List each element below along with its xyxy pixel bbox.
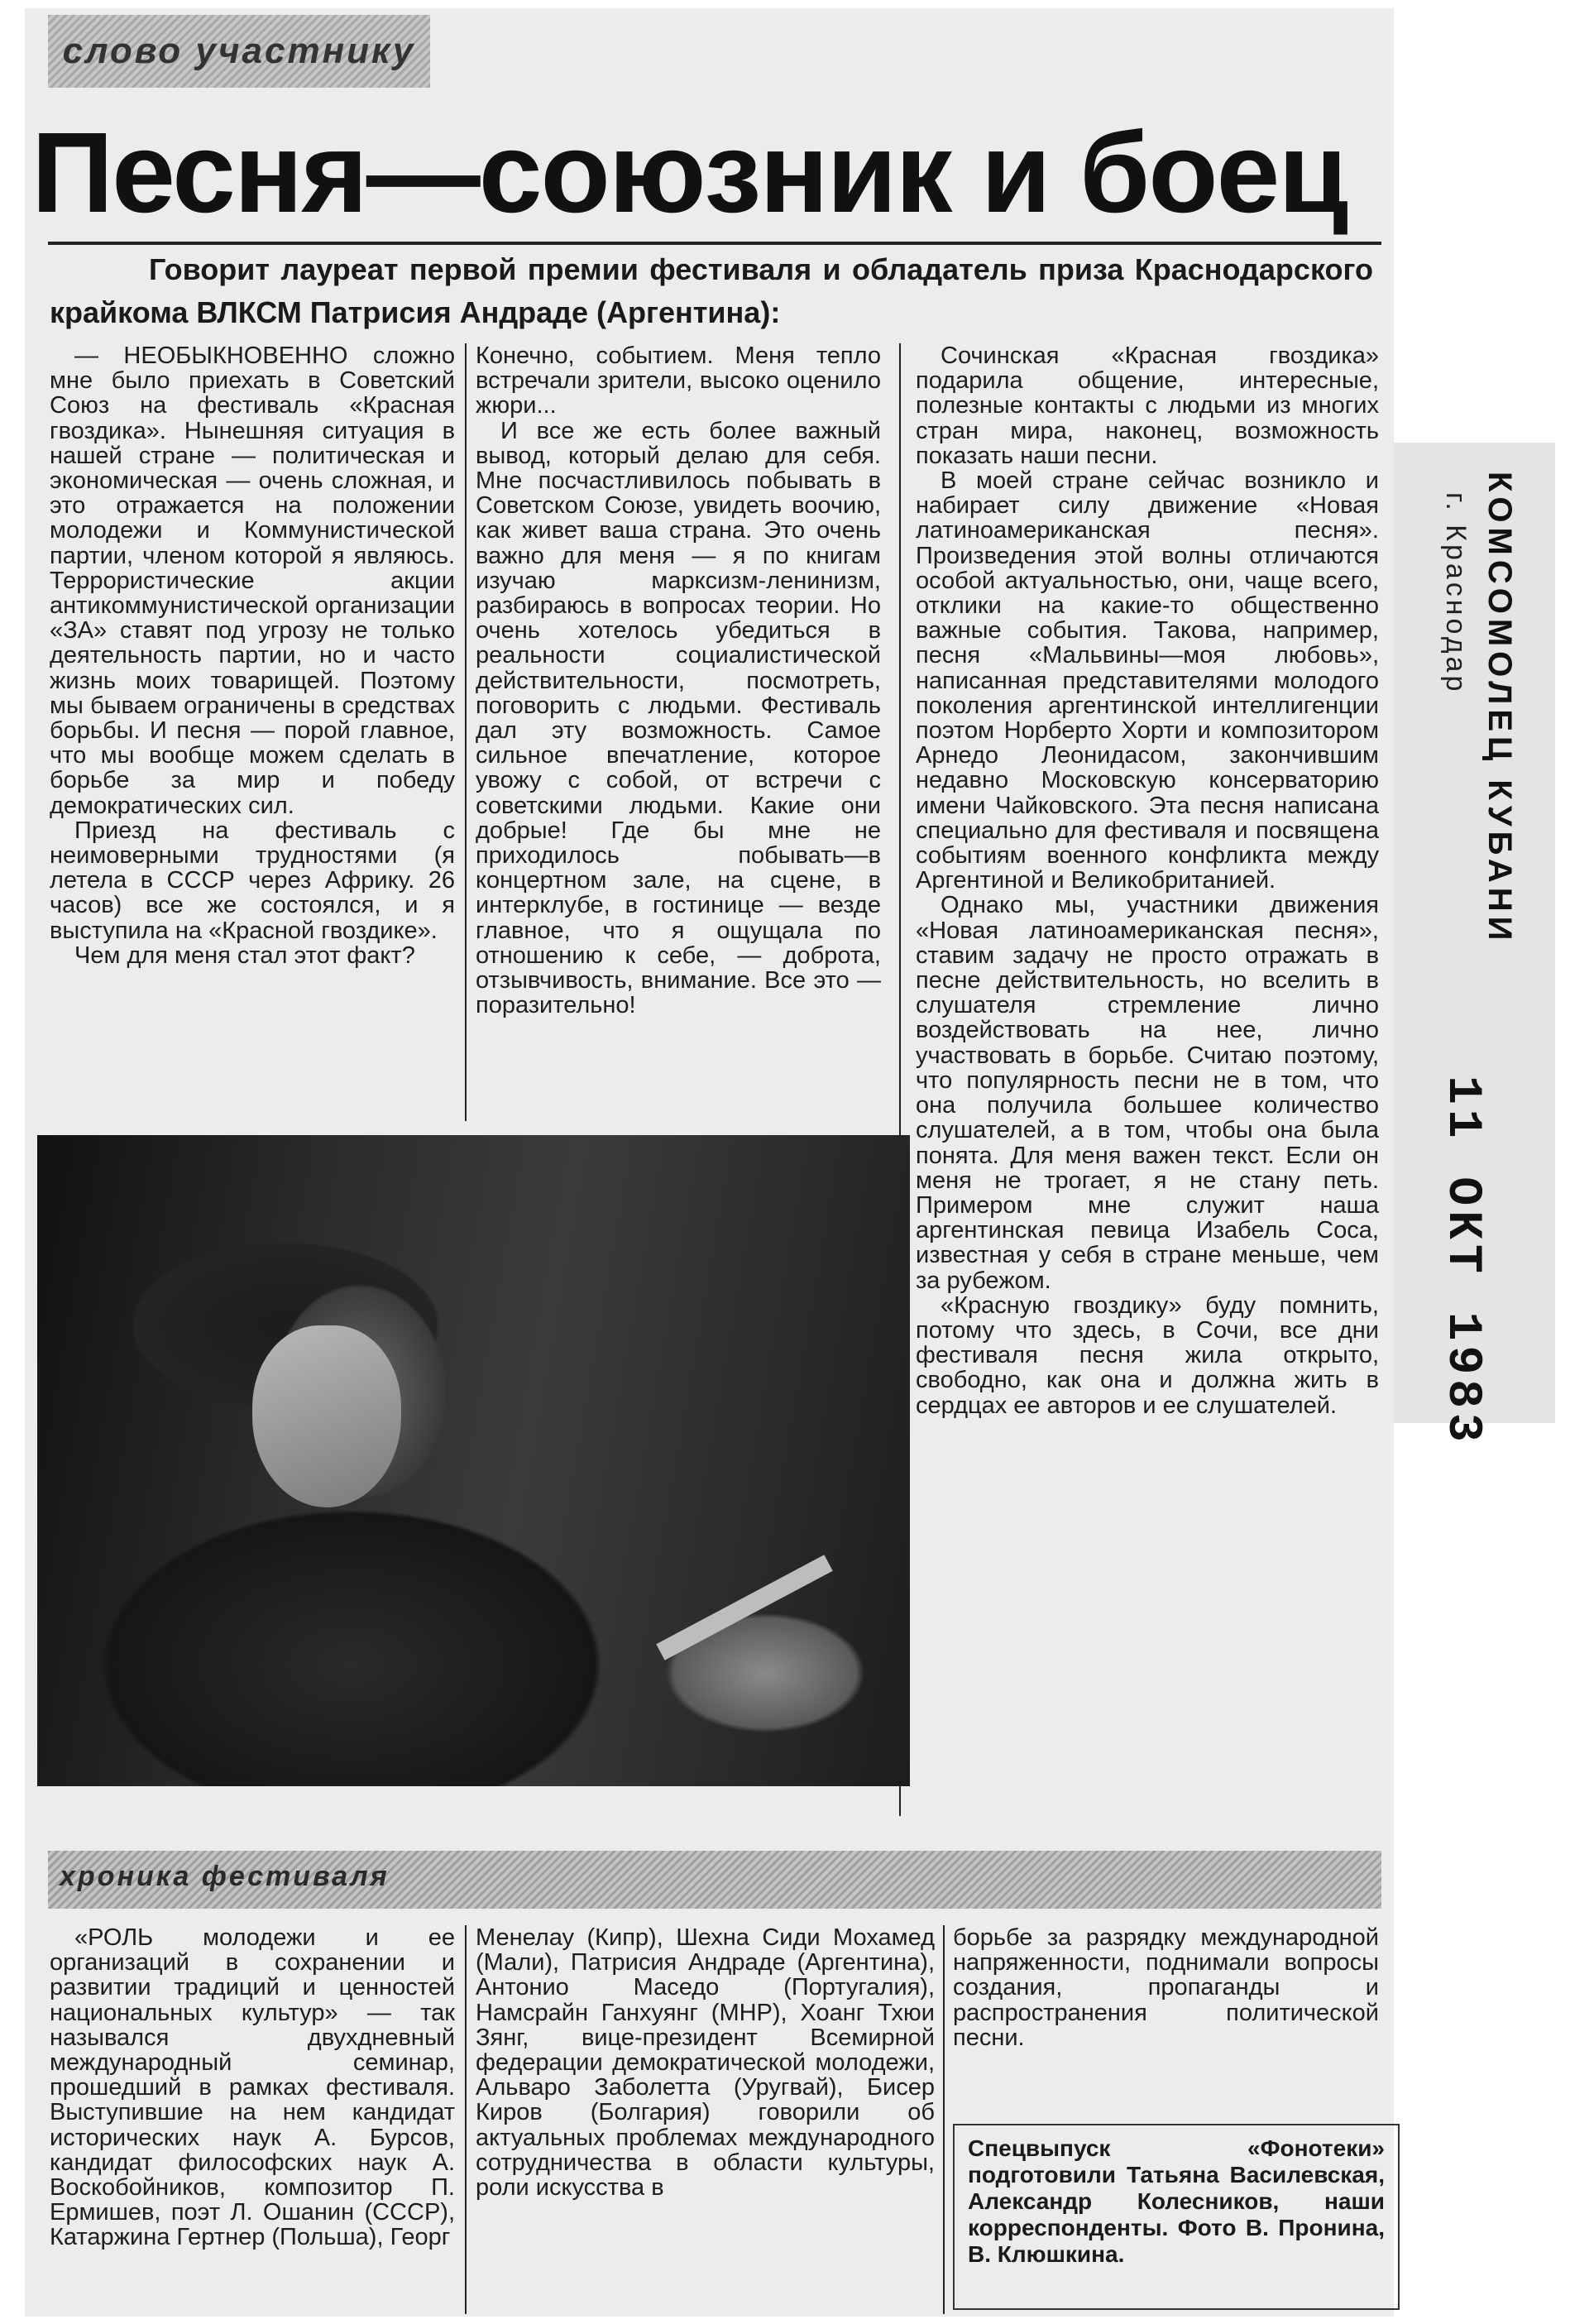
paragraph: Сочинская «Красная гвоздика» подарила общение, интересные, полезные контакты с людьми из многих стран мира, наконец, возможность показать наши песни. (916, 343, 1379, 469)
paragraph: Менелау (Кипр), Шехна Сиди Мохамед (Мали), Патрисия Андраде (Аргентина), Антонио Маседо (Португалия), Намсрайн Ганхуянг (МНР), Хоанг Тхюи Зянг, вице-президент Всемирной федерации демократической молодежи, Альваро Заболетта (Уругвай), Бисер Киров (Болгария) говорили об актуальных проблемах международного сотрудничества в области культуры, роли искусства в (476, 1924, 935, 2202)
column-divider (943, 1925, 945, 2314)
paragraph: В моей стране сейчас возникло и набирает силу движение «Новая латиноамериканская песня». Произведения этой волны отличаются особой актуальностью, они, чаще всего, отклики на какие-то общественно важные события. Такова, например, песня «Мальвины—моя любовь», написанная представителями молодого поколения аргентинской интеллигенции поэтом Норберто Хорти и композитором Арнедо Леонидасом, закончившим недавно Московскую консерваторию имени Чайковского. Эта песня написана специально для фестиваля и посвящена событиям военного конфликта между Аргентиной и Великобританией. (916, 467, 1379, 894)
chronicle-column-2 (476, 1925, 935, 2200)
paragraph: «РОЛЬ молодежи и ее организаций в сохранении и развитии традиций и ценностей национальных культур» — так назывался двухдневный международный семинар, прошедший в рамках фестиваля. Выступившие на нем кандидат исторических наук А. Бурсов, кандидат философских наук А. Воскобойников, композитор П. Ермишев, поэт Л. Ошанин (СССР), Катаржина Гертнер (Польша), Георг (50, 1924, 455, 2251)
guitar-neck (656, 1555, 832, 1660)
paragraph: Чем для меня стал этот факт? (74, 942, 415, 969)
paragraph: Однако мы, участники движения «Новая латиноамериканская песня», ставим задачу не просто отражать в песне действительность, но вселить в слушателя стремление лично воздействовать на нее, лично участвовать в борьбе. Считаю поэтому, что популярность песни не в том, что она получила большее количество слушателей, а в том, чтобы она была понята. Для меня важен текст. Если он меня не трогает, я не стану петь. Примером мне служит наша аргентинская певица Изабель Соса, известная у себя в стране меньше, чем за рубежом. (916, 892, 1379, 1294)
date-stamp: 11 ОКТ 1983 (1435, 1076, 1489, 1447)
column-divider (465, 1925, 467, 2314)
paragraph: Приезд на фестиваль с неимоверными трудностями (я летела в СССР через Африку. 26 часов) все же состоялся, и я выступила на «Красной гвоздике». (50, 817, 455, 944)
article-headline: Песня—союзник и боец (31, 109, 1347, 237)
article-column-2 (476, 343, 881, 1018)
article-column-3 (916, 343, 1379, 1418)
paragraph: Конечно, событием. Меня тепло встречали зрители, высоко оценило жюри... (476, 343, 881, 419)
article-lead: Говорит лауреат первой премии фестиваля и обладатель приза Краснодарского крайкома ВЛКСМ Патрисия Андраде (Аргентина): (50, 252, 1373, 330)
chronicle-column-1 (50, 1925, 455, 2250)
singer-face (252, 1325, 401, 1507)
chronicle-heading: хроника фестиваля (60, 1861, 390, 1892)
chronicle-column-3 (953, 1925, 1379, 2050)
article-column-1 (50, 343, 455, 968)
credits-box: Спецвыпуск «Фонотеки» подготовили Татьяна Василевская, Александр Колесников, наши корреспонденты. Фото В. Пронина, В. Клюшкина. (953, 2124, 1400, 2310)
newspaper-name: КОМСОМОЛЕЦ КУБАНИ (1481, 472, 1518, 946)
paragraph: И все же есть более важный вывод, который делаю для себя. Мне посчастливилось побывать в Советском Союзе, увидеть воочию, как живет ваша страна. Это очень важно для меня — я по книгам изучаю марксизм-ленинизм, разбираюсь в вопросах теории. Но очень хотелось убедиться в реальности социалистической действительности, посмотреть, поговорить с людьми. Фестиваль дал эту возможность. Самое сильное впечатление, которое увожу с собой, от встречи с советскими людьми. Какие они добрые! Где бы мне не приходилось побывать—в концертном зале, на сцене, в интерклубе, в гостинице — везде главное, что я ощущала по отношению к себе, — доброта, отзывчивость, внимание. Все это — поразительно! (476, 417, 881, 1019)
newspaper-city: г. Краснодар (1440, 492, 1472, 695)
paragraph: борьбе за разрядку международной напряженности, поднимали вопросы создания, пропаганды и распространения политической песни. (953, 1924, 1379, 2051)
headline-rule (48, 242, 1381, 245)
paragraph: — НЕОБЫКНОВЕННО сложно мне было приехать в Советский Союз на фестиваль «Красная гвоздика». Нынешняя ситуация в нашей стране — политическая и экономическая — очень сложная, и это отражается на положении молодежи и Коммунистической партии, членом которой я являюсь. Террористические акции антикоммунистической организации «ЗА» ставят под угрозу не только деятельность партии, но и часто жизнь моих товарищей. Поэтому мы бываем ограничены в средствах борьбы. И песня — порой главное, что мы вообще можем сделать в борьбе за мир и победу демократических сил. (50, 343, 455, 819)
column-divider (465, 343, 467, 1121)
singer-photo (37, 1135, 910, 1786)
paragraph: «Красную гвоздику» буду помнить, потому что здесь, в Сочи, все дни фестиваля песня жила открыто, свободно, как она и должна жить в сердцах ее авторов и ее слушателей. (916, 1291, 1379, 1419)
rubric-label: слово участнику (48, 15, 430, 88)
